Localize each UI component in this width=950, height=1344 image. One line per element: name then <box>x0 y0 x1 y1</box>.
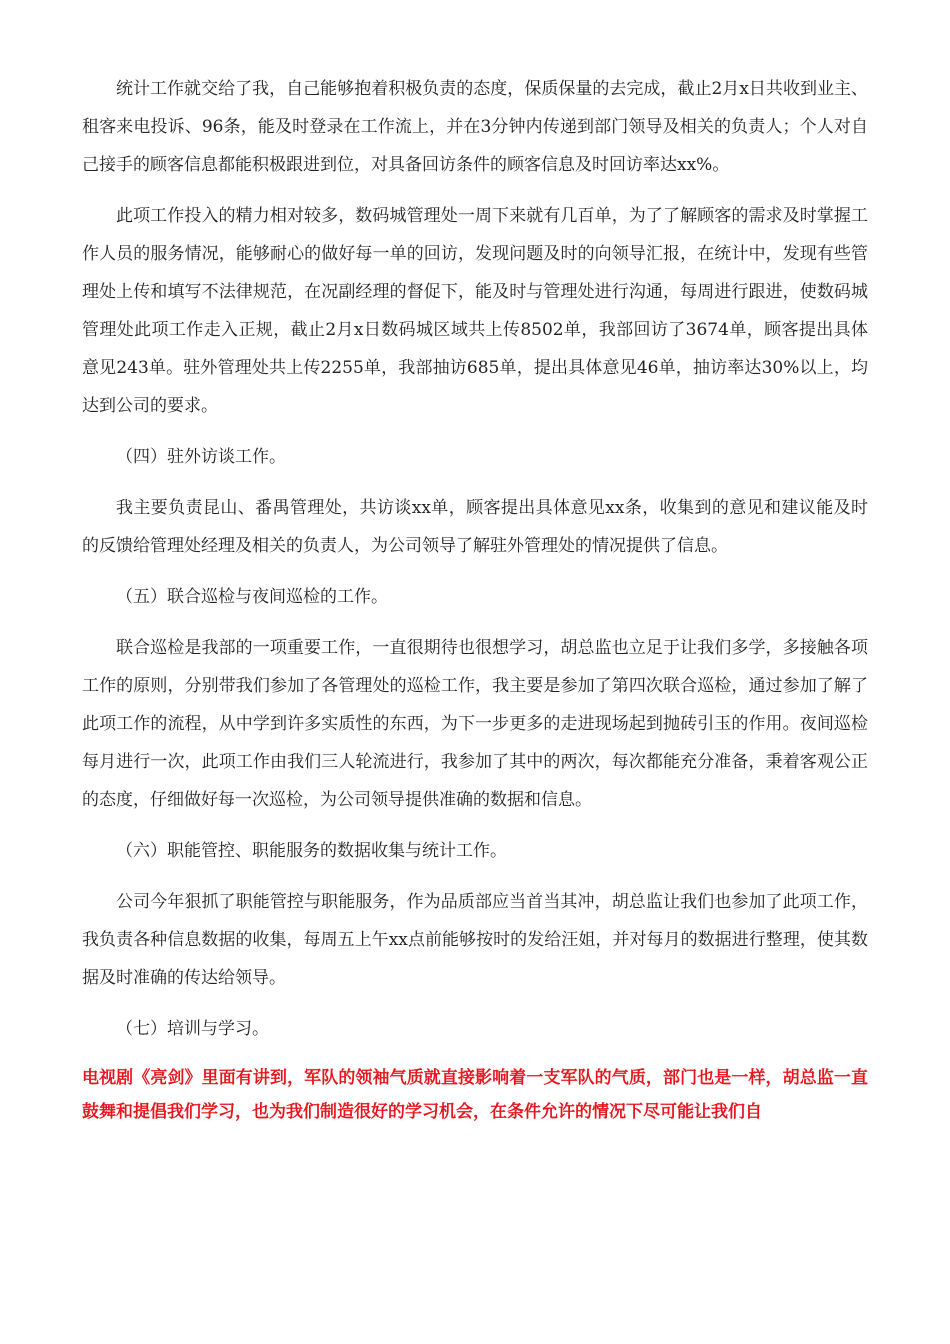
highlight-paragraph: 电视剧《亮剑》里面有讲到，军队的领袖气质就直接影响着一支军队的气质，部门也是一样，胡总监一直鼓舞和提倡我们学习，也为我们制造很好的学习机会，在条件允许的情况下尽可能让我们自 <box>82 1068 868 1122</box>
heading-section-4: （四）驻外访谈工作。 <box>116 447 286 467</box>
paragraph-statistics: 统计工作就交给了我，自己能够抱着积极负责的态度，保质保量的去完成，截止2月x日共收到业主、租客来电投诉、96条，能及时登录在工作流上，并在3分钟内传递到部门领导及相关的负责人；个人对自己接手的顾客信息都能积极跟进到位，对具备回访条件的顾客信息及时回访率达xx%。 <box>82 79 868 175</box>
heading-section-5: （五）联合巡检与夜间巡检的工作。 <box>116 587 388 607</box>
paragraph-interview-work: 我主要负责昆山、番禺管理处，共访谈xx单，顾客提出具体意见xx条，收集到的意见和建议能及时的反馈给管理处经理及相关的负责人，为公司领导了解驻外管理处的情况提供了信息。 <box>82 498 868 556</box>
document-page <box>82 70 868 1129</box>
paragraph-data-collection: 公司今年狠抓了职能管控与职能服务，作为品质部应当首当其冲，胡总监让我们也参加了此项工作，我负责各种信息数据的收集，每周五上午xx点前能够按时的发给汪姐，并对每月的数据进行整理，使其数据及时准确的传达给领导。 <box>82 892 868 988</box>
heading-section-6: （六）职能管控、职能服务的数据收集与统计工作。 <box>116 841 507 861</box>
heading-section-7: （七）培训与学习。 <box>116 1019 269 1039</box>
paragraph-callback-work: 此项工作投入的精力相对较多，数码城管理处一周下来就有几百单，为了了解顾客的需求及时掌握工作人员的服务情况，能够耐心的做好每一单的回访，发现问题及时的向领导汇报，在统计中，发现有些管理处上传和填写不法律规范，在况副经理的督促下，能及时与管理处进行沟通，每周进行跟进，使数码城管理处此项工作走入正规，截止2月x日数码城区域共上传8502单，我部回访了3674单，顾客提出具体意见243单。驻外管理处共上传2255单，我部抽访685单，提出具体意见46单，抽访率达30%以上，均达到公司的要求。 <box>82 206 868 416</box>
paragraph-inspection-work: 联合巡检是我部的一项重要工作，一直很期待也很想学习，胡总监也立足于让我们多学，多接触各项工作的原则，分别带我们参加了各管理处的巡检工作，我主要是参加了第四次联合巡检，通过参加了解了此项工作的流程，从中学到许多实质性的东西，为下一步更多的走进现场起到抛砖引玉的作用。夜间巡检每月进行一次，此项工作由我们三人轮流进行，我参加了其中的两次，每次都能充分准备，秉着客观公正的态度，仔细做好每一次巡检，为公司领导提供准确的数据和信息。 <box>82 638 868 810</box>
